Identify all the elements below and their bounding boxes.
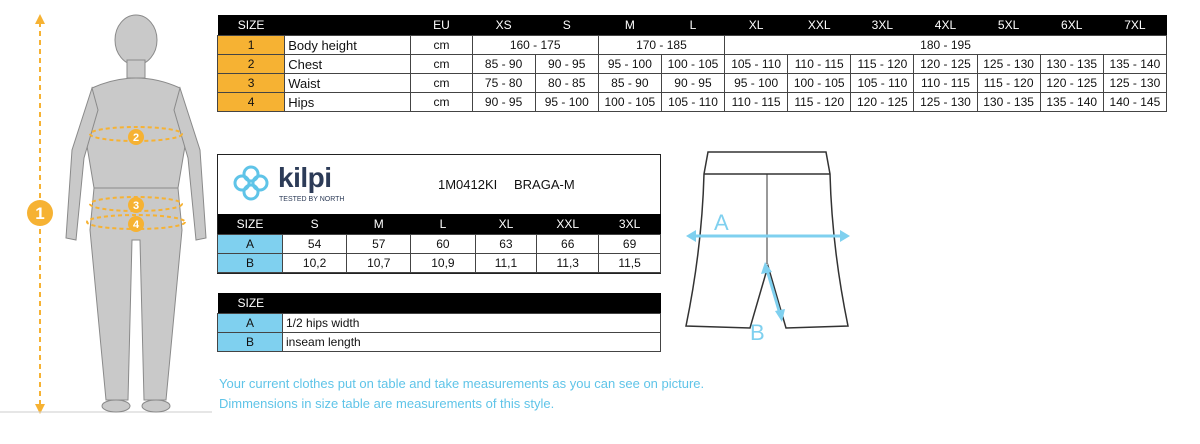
row-key: A — [218, 235, 283, 254]
header-cell: L — [411, 214, 475, 235]
value-cell: 95 - 100 — [725, 74, 788, 93]
marker-2: 2 — [132, 132, 140, 144]
legend-header — [218, 293, 661, 314]
value-cell: 90 - 95 — [472, 93, 535, 112]
brand-tagline: TESTED BY NORTH — [279, 196, 345, 203]
value-cell: 130 - 135 — [1040, 55, 1103, 74]
value-cell: 100 - 105 — [598, 93, 661, 112]
header-cell: XL — [725, 15, 788, 36]
product-header — [218, 155, 660, 216]
table-row — [218, 235, 661, 254]
row-number: 1 — [218, 36, 285, 55]
value-cell: 140 - 145 — [1103, 93, 1166, 112]
marker-3: 3 — [132, 200, 140, 212]
size-table-header — [218, 15, 1167, 36]
value-cell: 54 — [283, 235, 347, 254]
header-cell: M — [347, 214, 411, 235]
kilpi-logo-icon — [228, 163, 274, 203]
value-cell: 105 - 110 — [725, 55, 788, 74]
header-cell — [285, 15, 411, 36]
table-row — [218, 55, 1167, 74]
marker-4: 4 — [132, 219, 140, 231]
value-cell: 115 - 120 — [788, 93, 851, 112]
header-cell: XS — [472, 15, 535, 36]
brand-name: kilpi — [278, 162, 332, 193]
value-cell: 115 - 120 — [977, 74, 1040, 93]
header-cell: 4XL — [914, 15, 977, 36]
header-cell: XL — [475, 214, 537, 235]
row-label: Chest — [285, 55, 411, 74]
value-cell: 10,2 — [283, 254, 347, 273]
value-cell: 125 - 130 — [914, 93, 977, 112]
product-size-box — [217, 154, 661, 274]
row-number: 4 — [218, 93, 285, 112]
row-key: A — [218, 314, 283, 333]
value-cell: 10,7 — [347, 254, 411, 273]
header-cell: EU — [411, 15, 472, 36]
header-cell: 5XL — [977, 15, 1040, 36]
value-cell: 160 - 175 — [472, 36, 598, 55]
value-cell: 115 - 120 — [851, 55, 914, 74]
header-cell: SIZE — [218, 293, 661, 314]
row-label: Body height — [285, 36, 411, 55]
measurement-legend-table — [217, 293, 661, 352]
product-table-header — [218, 214, 661, 235]
value-cell: 11,3 — [537, 254, 599, 273]
value-cell: 120 - 125 — [914, 55, 977, 74]
header-cell: XXL — [537, 214, 599, 235]
value-cell: 120 - 125 — [1040, 74, 1103, 93]
table-row — [218, 254, 661, 273]
unit-cell: cm — [411, 74, 472, 93]
value-cell: 125 - 130 — [977, 55, 1040, 74]
product-name: BRAGA-M — [514, 177, 575, 192]
value-cell: 11,5 — [599, 254, 661, 273]
value-cell: 110 - 115 — [788, 55, 851, 74]
unit-cell: cm — [411, 55, 472, 74]
value-cell: 110 - 115 — [914, 74, 977, 93]
table-row — [218, 36, 1167, 55]
value-cell: 100 - 105 — [788, 74, 851, 93]
product-code: 1M0412KI — [438, 177, 498, 192]
header-cell: 3XL — [599, 214, 661, 235]
value-cell: 135 - 140 — [1103, 55, 1166, 74]
body-figure — [0, 0, 212, 444]
value-cell: 100 - 105 — [661, 55, 724, 74]
header-cell: XXL — [788, 15, 851, 36]
unit-cell: cm — [411, 36, 472, 55]
value-cell: 60 — [411, 235, 475, 254]
instruction-note-2: Dimmensions in size table are measurements of this style. — [219, 396, 555, 411]
label-b: B — [750, 320, 765, 344]
value-cell: 130 - 135 — [977, 93, 1040, 112]
row-number: 2 — [218, 55, 285, 74]
product-size-table — [217, 214, 661, 273]
value-cell: 69 — [599, 235, 661, 254]
size-chart-table — [217, 15, 1167, 112]
header-cell: 7XL — [1103, 15, 1166, 36]
row-number: 3 — [218, 74, 285, 93]
value-cell: 95 - 100 — [535, 93, 598, 112]
row-key: B — [218, 254, 283, 273]
value-cell: 66 — [537, 235, 599, 254]
row-key: B — [218, 333, 283, 352]
header-cell: SIZE — [218, 214, 283, 235]
row-description: 1/2 hips width — [283, 314, 661, 333]
row-label: Waist — [285, 74, 411, 93]
table-row — [218, 333, 661, 352]
value-cell: 95 - 100 — [598, 55, 661, 74]
table-row — [218, 74, 1167, 93]
value-cell: 90 - 95 — [661, 74, 724, 93]
value-cell: 105 - 110 — [851, 74, 914, 93]
value-cell: 110 - 115 — [725, 93, 788, 112]
value-cell: 180 - 195 — [725, 36, 1167, 55]
unit-cell: cm — [411, 93, 472, 112]
row-label: Hips — [285, 93, 411, 112]
label-a: A — [714, 210, 729, 235]
marker-1: 1 — [35, 204, 45, 223]
row-description: inseam length — [283, 333, 661, 352]
header-cell: M — [598, 15, 661, 36]
table-row — [218, 314, 661, 333]
value-cell: 125 - 130 — [1103, 74, 1166, 93]
value-cell: 90 - 95 — [535, 55, 598, 74]
value-cell: 11,1 — [475, 254, 537, 273]
value-cell: 10,9 — [411, 254, 475, 273]
value-cell: 85 - 90 — [472, 55, 535, 74]
instruction-note-1: Your current clothes put on table and take measurements as you can see on picture. — [219, 376, 705, 391]
header-cell: 6XL — [1040, 15, 1103, 36]
value-cell: 85 - 90 — [598, 74, 661, 93]
value-cell: 105 - 110 — [661, 93, 724, 112]
value-cell: 57 — [347, 235, 411, 254]
table-row — [218, 93, 1167, 112]
header-cell: 3XL — [851, 15, 914, 36]
value-cell: 120 - 125 — [851, 93, 914, 112]
header-cell: L — [661, 15, 724, 36]
value-cell: 80 - 85 — [535, 74, 598, 93]
header-cell: S — [283, 214, 347, 235]
value-cell: 135 - 140 — [1040, 93, 1103, 112]
value-cell: 75 - 80 — [472, 74, 535, 93]
value-cell: 170 - 185 — [598, 36, 724, 55]
shorts-diagram — [680, 148, 852, 344]
header-cell: S — [535, 15, 598, 36]
value-cell: 63 — [475, 235, 537, 254]
header-cell: SIZE — [218, 15, 285, 36]
